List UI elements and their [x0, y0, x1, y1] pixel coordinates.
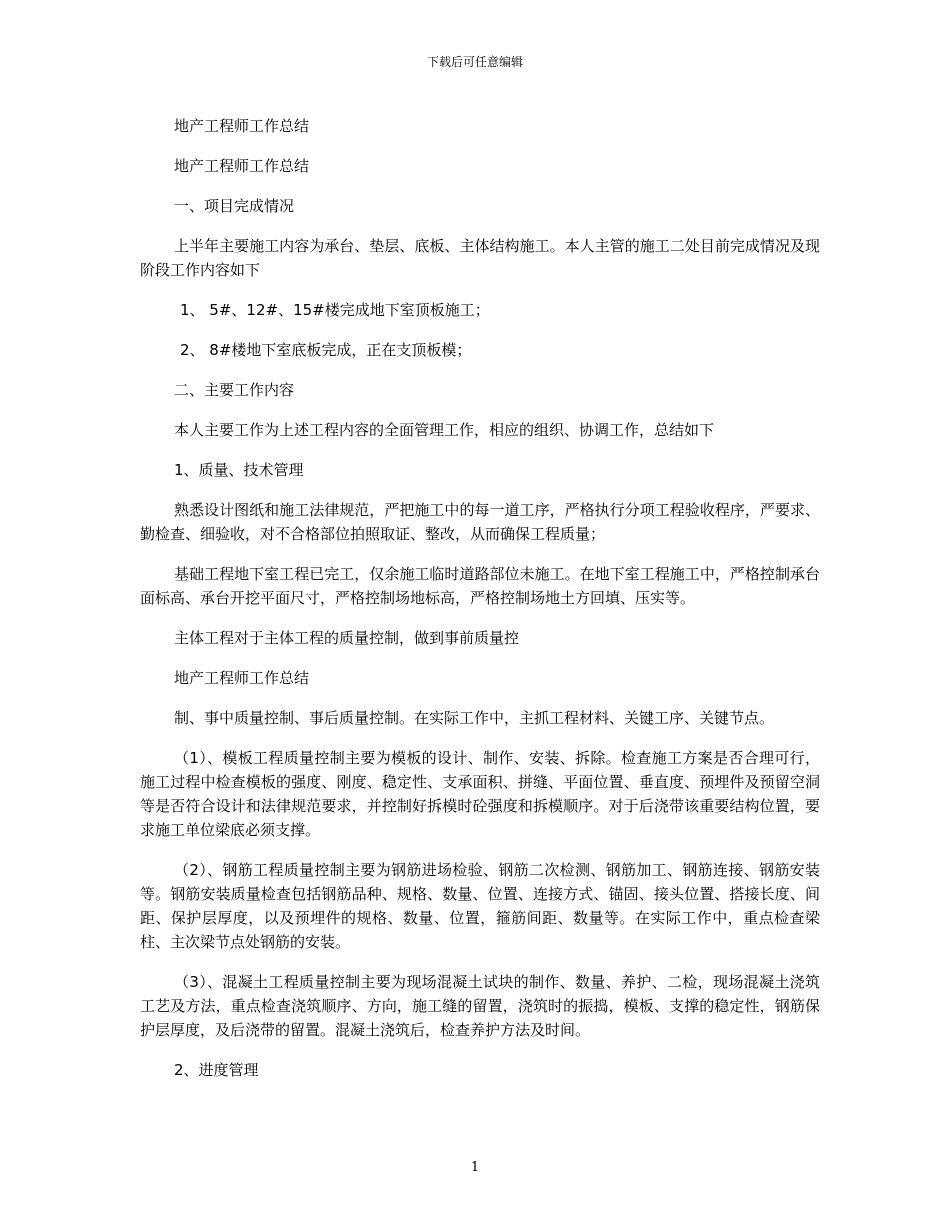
page-number: 1	[470, 1160, 480, 1175]
page-header: 下载后可任意编辑	[426, 55, 523, 69]
paragraph-concrete: （3）、混凝土工程质量控制主要为现场混凝土试块的制作、数量、养护、二检，现场混凝土浇筑工艺及方法，重点检查浇筑顺序、方向，施工缝的留置，浇筑时的振捣，模板、支撑的稳定性，钢筋保护层厚度，及后浇带的留置。混凝土浇筑后，检查养护方法及时间。	[140, 973, 820, 1039]
paragraph-doc-title-repeat: 地产工程师工作总结	[174, 157, 310, 175]
section-heading-main-work: 二、主要工作内容	[174, 381, 295, 399]
list-item-1: 1、 5#、12#、15#楼完成地下室顶板施工；	[180, 301, 490, 319]
paragraph-doc-title-inline: 地产工程师工作总结	[174, 669, 310, 687]
subheading-quality-tech: 1、质量、技术管理	[174, 461, 304, 479]
section-heading-project-status: 一、项目完成情况	[174, 197, 295, 215]
paragraph-quality-1: 熟悉设计图纸和施工法律规范，严把施工中的每一道工序，严格执行分项工程验收程序，严要求、勤检查、细验收，对不合格部位拍照取证、整改，从而确保工程质量；	[140, 501, 820, 543]
paragraph-rebar: （2）、钢筋工程质量控制主要为钢筋进场检验、钢筋二次检测、钢筋加工、钢筋连接、钢筋安装等。钢筋安装质量检查包括钢筋品种、规格、数量、位置、连接方式、锚固、接头位置、搭接长度、间距、保护层厚度，以及预埋件的规格、数量、位置，箍筋间距、数量等。在实际工作中，重点检查梁柱、主次梁节点处钢筋的安装。	[140, 861, 820, 951]
paragraph-doc-title: 地产工程师工作总结	[174, 117, 310, 135]
paragraph-formwork: （1）、模板工程质量控制主要为模板的设计、制作、安装、拆除。检查施工方案是否合理可行，施工过程中检查模板的强度、刚度、稳定性、支承面积、拼缝、平面位置、垂直度、预埋件及预留空洞等是否符合设计和法律规范要求，并控制好拆模时砼强度和拆模顺序。对于后浇带该重要结构位置，要求施工单位梁底必须支撑。	[140, 749, 820, 839]
paragraph-quality-2: 基础工程地下室工程已完工，仅余施工临时道路部位未施工。在地下室工程施工中，严格控制承台面标高、承台开挖平面尺寸，严格控制场地标高，严格控制场地土方回填、压实等。	[140, 565, 820, 607]
paragraph-quality-4: 制、事中质量控制、事后质量控制。在实际工作中，主抓工程材料、关键工序、关键节点。	[174, 709, 775, 727]
paragraph-quality-3: 主体工程对于主体工程的质量控制，做到事前质量控	[174, 629, 520, 647]
list-item-2: 2、 8#楼地下室底板完成，正在支顶板模；	[180, 341, 472, 359]
subheading-schedule: 2、进度管理	[174, 1061, 259, 1079]
paragraph-main-work: 本人主要工作为上述工程内容的全面管理工作，相应的组织、协调工作，总结如下	[174, 421, 715, 439]
document-body	[140, 114, 820, 1098]
paragraph-intro: 上半年主要施工内容为承台、垫层、底板、主体结构施工。本人主管的施工二处目前完成情况及现阶段工作内容如下	[140, 237, 820, 279]
